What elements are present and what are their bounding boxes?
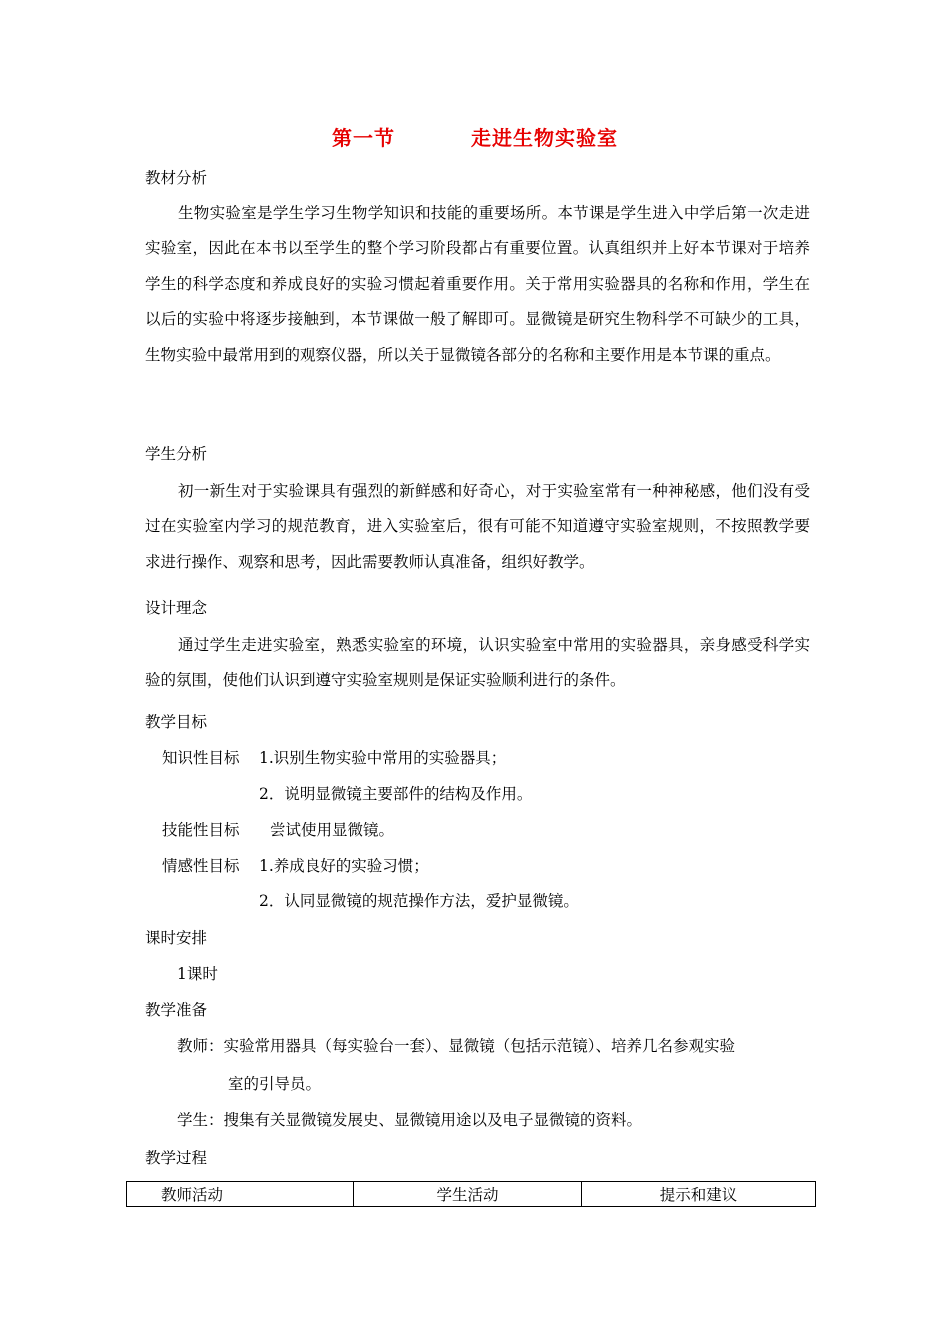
goal-knowledge-item-2: 2．说明显微镜主要部件的结构及作用。 <box>259 785 533 803</box>
goal-skill-item-1: 尝试使用显微镜。 <box>270 821 395 839</box>
title-section-number: 第一节 <box>332 126 395 150</box>
heading-design-concept: 设计理念 <box>145 599 208 617</box>
paragraph-material-analysis: 生物实验室是学生学习生物学知识和技能的重要场所。本节课是学生进入中学后第一次走进实验室，因此在本书以至学生的整个学习阶段都占有重要位置。认真组织并上好本节课对于培养学生的科学态度和养成良好的实验习惯起着重要作用。关于常用实验器具的名称和作用，学生在以后的实验中将逐步接触到，本节课做一般了解即可。显微镜是研究生物科学不可缺少的工具，生物实验中最常用到的观察仪器，所以关于显微镜各部分的名称和主要作用是本节课的重点。 <box>145 204 810 364</box>
heading-material-analysis: 教材分析 <box>145 169 208 187</box>
paragraph-student-analysis: 初一新生对于实验课具有强烈的新鲜感和好奇心，对于实验室常有一种神秘感，他们没有受过在实验室内学习的规范教育，进入实验室后，很有可能不知道遵守实验室规则，不按照教学要求进行操作、观察和思考，因此需要教师认真准备，组织好教学。 <box>145 482 810 571</box>
teaching-process-table <box>126 1181 816 1207</box>
goal-emotion-label: 情感性目标 <box>162 857 240 875</box>
goal-emotion-item-2: 2．认同显微镜的规范操作方法，爱护显微镜。 <box>259 892 579 910</box>
heading-preparation: 教学准备 <box>145 1001 208 1019</box>
heading-schedule: 课时安排 <box>145 929 208 947</box>
column-teacher-activity: 教师活动 <box>160 1186 223 1204</box>
goal-emotion-item-1: 1.养成良好的实验习惯； <box>259 857 429 875</box>
heading-teaching-goals: 教学目标 <box>145 713 208 731</box>
goal-skill-label: 技能性目标 <box>162 821 240 839</box>
column-student-activity: 学生活动 <box>436 1186 499 1204</box>
goal-knowledge-item-1: 1.识别生物实验中常用的实验器具； <box>259 749 507 767</box>
paragraph-design-concept: 通过学生走进实验室，熟悉实验室的环境，认识实验室中常用的实验器具，亲身感受科学实验的氛围，使他们认识到遵守实验室规则是保证实验顺利进行的条件。 <box>145 636 810 690</box>
preparation-teacher-line-2: 室的引导员。 <box>228 1075 322 1093</box>
heading-student-analysis: 学生分析 <box>145 445 208 463</box>
table-header-cell <box>582 1182 816 1207</box>
table-header-cell <box>127 1182 354 1207</box>
title-section-name: 走进生物实验室 <box>471 126 618 150</box>
schedule-text: 1课时 <box>177 965 218 983</box>
table-header-row <box>127 1182 816 1207</box>
preparation-student-line: 学生：搜集有关显微镜发展史、显微镜用途以及电子显微镜的资料。 <box>177 1111 643 1129</box>
goal-knowledge-label: 知识性目标 <box>162 749 240 767</box>
page-title <box>0 122 950 151</box>
column-tips: 提示和建议 <box>659 1186 738 1204</box>
table-header-cell <box>354 1182 582 1207</box>
preparation-teacher-line-1: 教师：实验常用器具（每实验台一套）、显微镜（包括示范镜）、培养几名参观实验 <box>177 1037 736 1055</box>
heading-teaching-process: 教学过程 <box>145 1149 208 1167</box>
